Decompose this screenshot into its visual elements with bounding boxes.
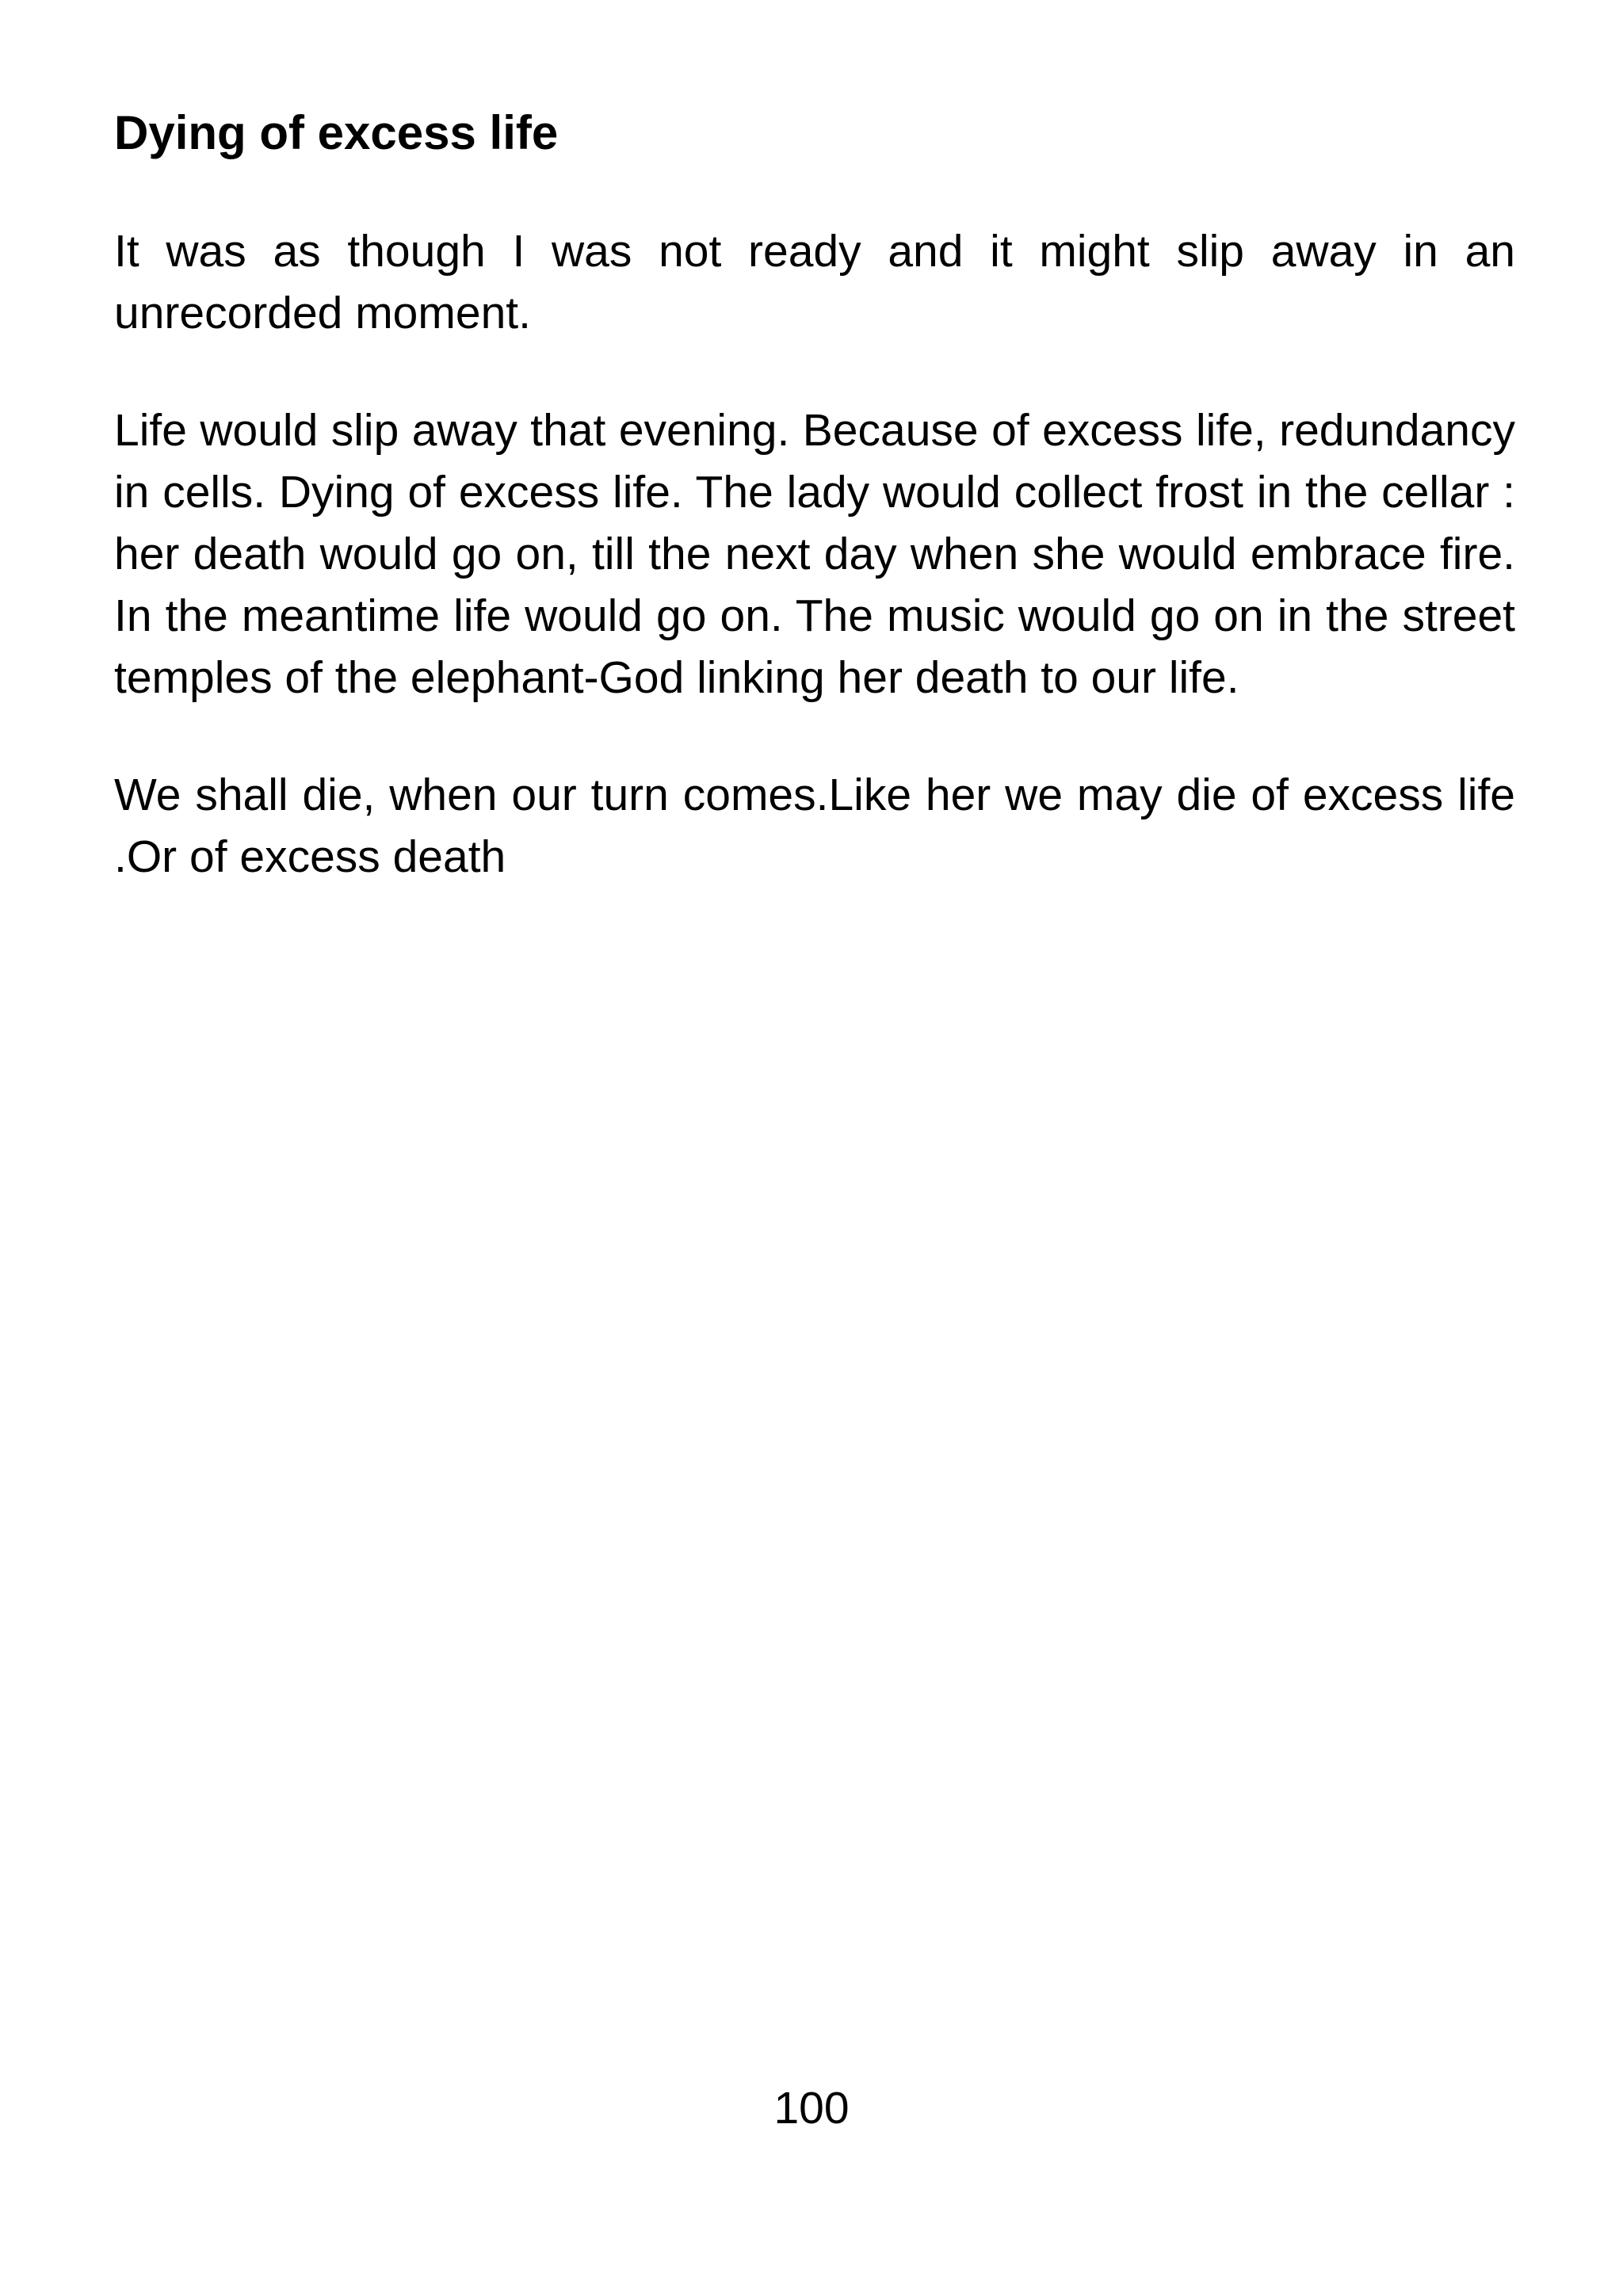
paragraph-1: It was as though I was not ready and it might slip away in an unrecorded moment. bbox=[114, 226, 1515, 338]
page-title: Dying of excess life bbox=[114, 106, 559, 159]
paragraph-3: We shall die, when our turn comes.Like her we may die of excess life .Or of excess death bbox=[114, 770, 1515, 882]
page-content bbox=[114, 101, 1515, 888]
page-number: 100 bbox=[773, 2083, 850, 2134]
paragraph-2: Life would slip away that evening. Because of excess life, redundancy in cells. Dying of excess life. The lady would collect frost in the cellar : her death would go on, till the next day when she would embrace fire. In the meantime life would go on. The music would go on in the street temples of the elephant-God linking her death to our life. bbox=[114, 405, 1515, 703]
